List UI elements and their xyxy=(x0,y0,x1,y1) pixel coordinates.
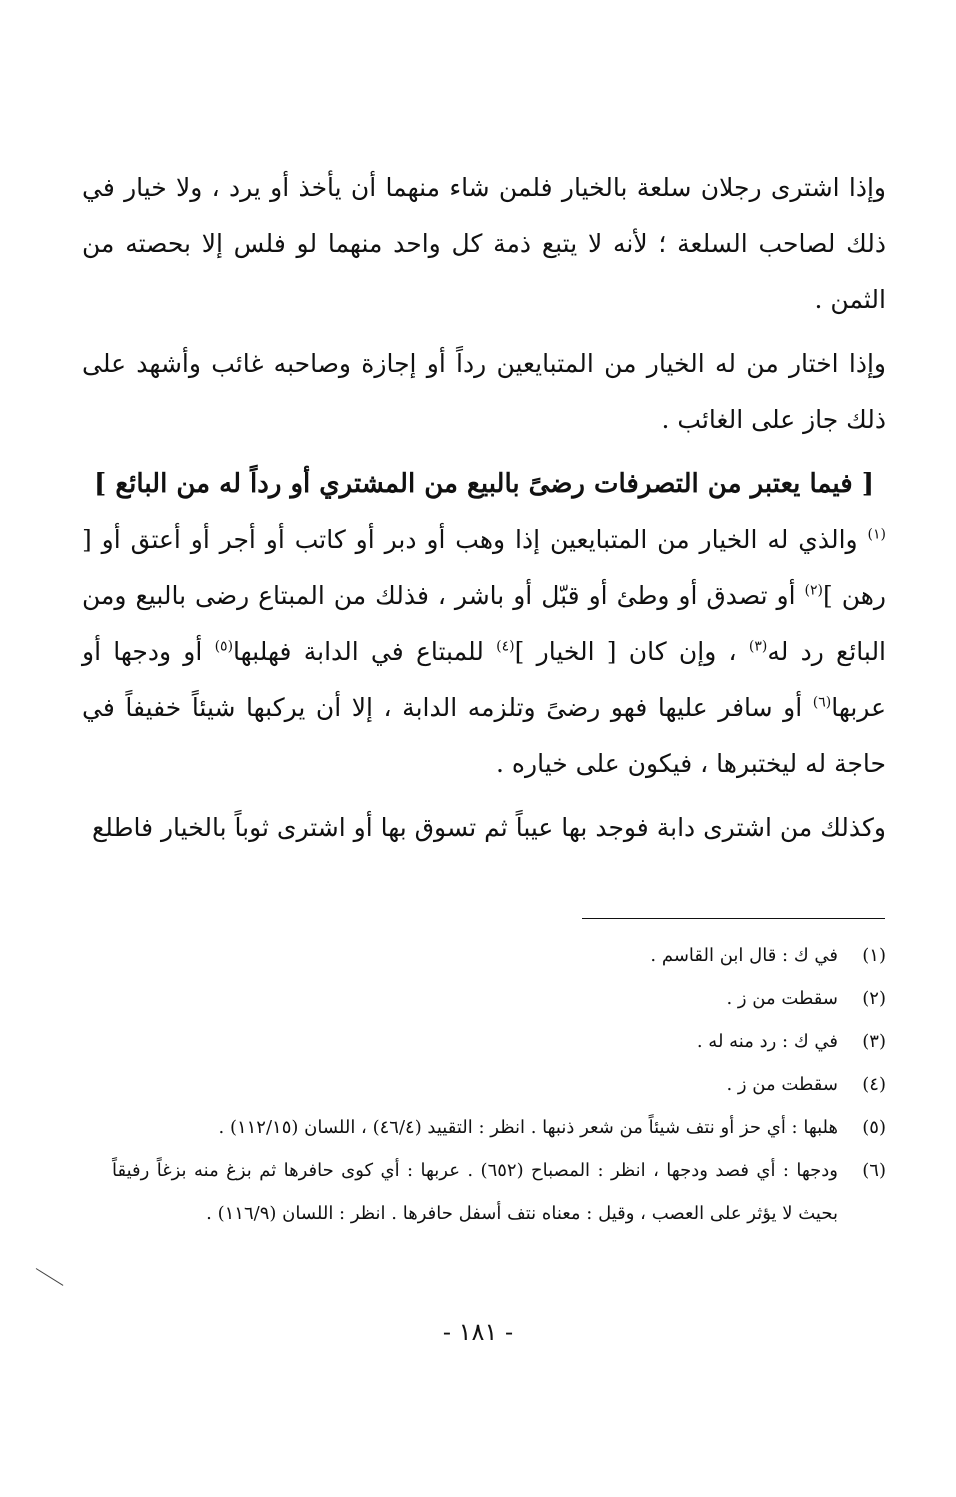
paragraph-3-text-2: أو تصدق أو وطئ أو قبّل أو باشر ، فذلك من المبتاع رضى بالبيع ومن البائع رد له xyxy=(82,581,887,666)
paragraph-1: وإذا اشترى رجلان سلعة بالخيار فلمن شاء منهما أن يأخذ أو يرد ، ولا خيار في ذلك لصاحب السلعة ؛ لأنه لا يتبع ذمة كل واحد منهما لو فلس إلا بحصته من الثمن . xyxy=(82,173,886,314)
footnote-ref-6[interactable]: (٦) xyxy=(812,694,832,711)
footnote-text: ودجها : أي فصد ودجها ، انظر : المصباح (٦٥٢) . عربها : أي كوى حافرها ثم بزغ منه بزغاً رفيقاً بحيث لا يؤثر على العصب ، وقيل : معناه نتف أسفل حافرها . انظر : اللسان (١١٦/٩) . xyxy=(112,1160,838,1224)
footnote-ref-4[interactable]: (٤) xyxy=(496,638,515,655)
paragraph-3-text-4: للمبتاع في الدابة فهلبها xyxy=(233,637,497,666)
paragraph-3-text-1: والذي له الخيار من المتبايعين إذا وهب أو دبر أو كاتب أو أجر أو أعتق أو [ رهن ] xyxy=(82,525,886,610)
footnote-ref-5[interactable]: (٥) xyxy=(214,638,234,655)
paragraph-4: وكذلك من اشترى دابة فوجد بها عيباً ثم تسوق بها أو اشترى ثوباً بالخيار فاطلع xyxy=(91,813,886,842)
footnote-text: هلبها : أي حز أو نتف شيئاً من شعر ذنبها . انظر : التقييد (٤٦/٤) ، اللسان (١١٢/١٥) . xyxy=(218,1117,838,1138)
footnote-number: (٥) xyxy=(862,1117,886,1138)
page-number: - ١٨١ - xyxy=(442,1318,514,1346)
paragraph-3-text-6: أو سافر عليها فهو رضىً وتلزمه الدابة ، إلا أن يركبها شيئاً خفيفاً في حاجة له ليختبرها ، فيكون على خياره . xyxy=(82,693,886,778)
footnote-6 xyxy=(112,1149,886,1235)
footnote-5 xyxy=(112,1106,886,1149)
footnote-1 xyxy=(112,934,886,977)
main-text xyxy=(82,160,886,864)
footnotes xyxy=(112,934,886,1235)
scan-mark xyxy=(36,1268,64,1286)
paragraph-3-text-5: أو ودجها أو عربها xyxy=(82,637,887,722)
footnote-separator xyxy=(582,918,885,919)
footnote-number: (٦) xyxy=(862,1160,886,1181)
footnote-number: (٢) xyxy=(862,988,886,1009)
paragraph-2: وإذا اختار من له الخيار من المتبايعين رداً أو إجازة وصاحبه غائب وأشهد على ذلك جاز على الغائب . xyxy=(82,349,886,434)
footnote-number: (١) xyxy=(862,945,886,966)
footnote-3 xyxy=(112,1020,886,1063)
footnote-number: (٣) xyxy=(862,1031,886,1052)
footnote-ref-2[interactable]: (٢) xyxy=(804,582,823,599)
paragraph-3-text-3: ، وإن كان [ الخيار ] xyxy=(514,637,749,666)
footnote-4 xyxy=(112,1063,886,1106)
footnote-number: (٤) xyxy=(862,1074,886,1095)
paragraph-3 xyxy=(82,512,886,792)
footnote-text: في ك : قال ابن القاسم . xyxy=(650,945,838,966)
footnote-text: في ك : رد منه له . xyxy=(696,1031,838,1052)
footnote-text: سقطت من ز . xyxy=(726,1074,838,1095)
section-heading: [ فيما يعتبر من التصرفات رضىً بالبيع من المشتري أو رداً له من البائع ] xyxy=(93,469,875,499)
footnote-ref-3[interactable]: (٣) xyxy=(748,638,768,655)
footnote-2 xyxy=(112,977,886,1020)
footnote-text: سقطت من ز . xyxy=(726,988,838,1009)
footnote-ref-1[interactable]: (١) xyxy=(867,526,886,543)
